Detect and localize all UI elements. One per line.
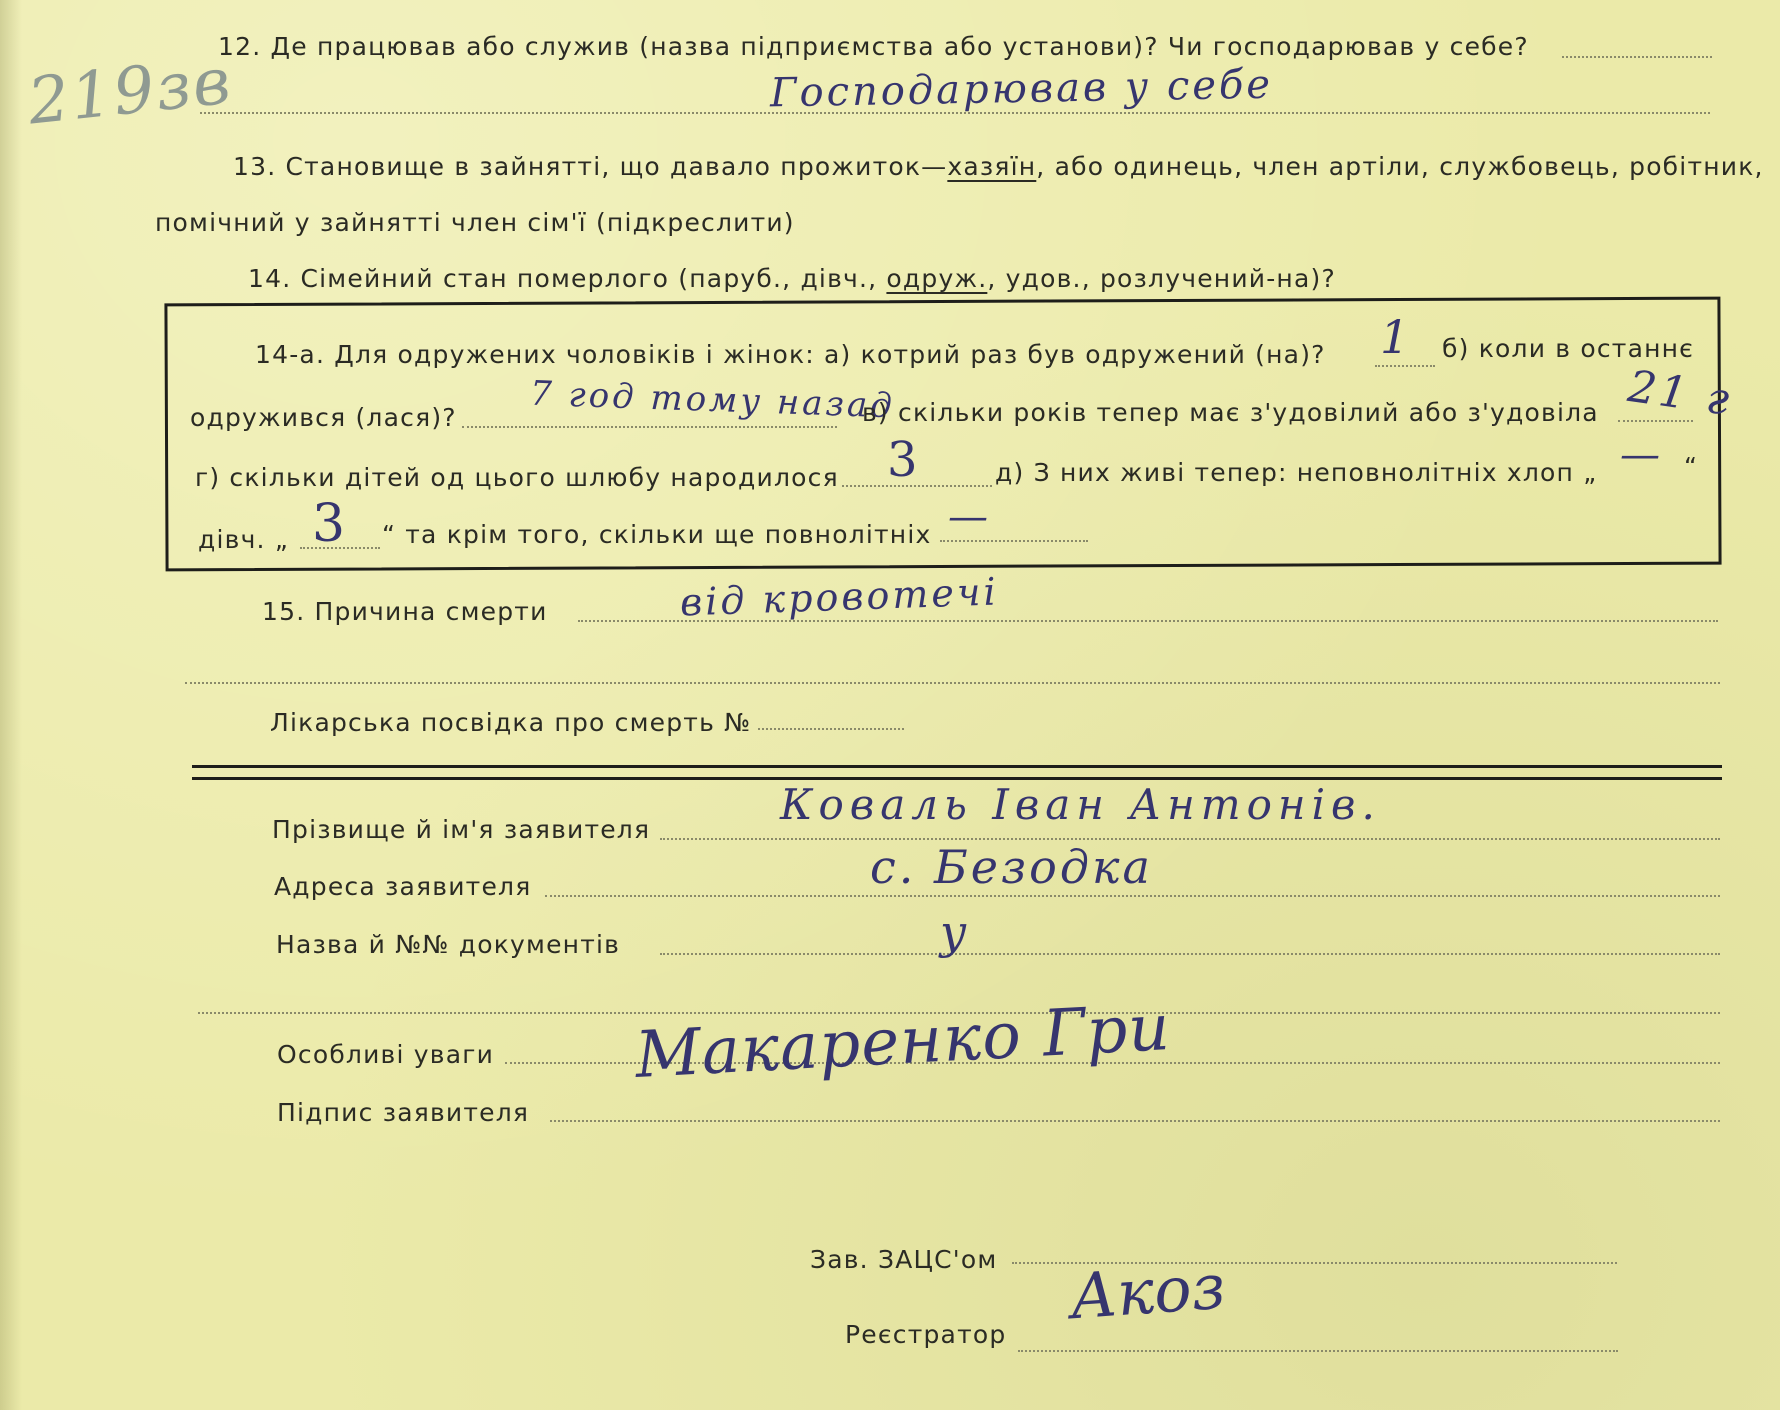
q12-answer: Господарював у себе — [769, 61, 1274, 117]
q14a-answer-g: 3 — [887, 432, 921, 488]
applicant-signature-line — [550, 1120, 1720, 1122]
page-edge-shadow — [0, 0, 22, 1410]
q13-line1 — [233, 152, 1764, 181]
applicant-documents-label: Назва й №№ документів — [276, 930, 621, 959]
q14a-line2-a: одружився (лася)? — [190, 403, 457, 432]
q14a-line3-close: “ — [1684, 452, 1699, 481]
registrar-label: Реєстратор — [845, 1320, 1007, 1349]
section-divider-top — [192, 765, 1722, 768]
q14a-answer-d-girls: 3 — [312, 494, 349, 554]
q14a-line1-b: б) коли в останнє — [1442, 334, 1695, 363]
applicant-documents-line — [660, 953, 1720, 955]
q14a-answer-v: 21 г — [1624, 360, 1736, 427]
registrar-signature: Акоз — [1067, 1249, 1228, 1334]
q12-label: 12. Де працював або служив (назва підприємства або установи)? Чи господарював у себе? — [218, 32, 1529, 61]
q14a-a-dotted-line — [1375, 365, 1435, 367]
q14a-answer-a: 1 — [1380, 310, 1413, 364]
q14a-v-dotted-line — [1618, 420, 1693, 422]
q13-line2: помічний у зайнятті член сім'ї (підкреслити) — [155, 208, 795, 237]
q14a-answer-adult: — — [948, 494, 991, 540]
q14a-line3-b: д) З них живі тепер: неповнолітніх хлоп „ — [995, 458, 1598, 487]
special-notes-label: Особливі уваги — [277, 1040, 495, 1069]
zags-head-label: Зав. ЗАЦС'ом — [810, 1245, 998, 1274]
q14a-line4-b: “ та крім того, скільки ще повнолітніх — [382, 520, 932, 549]
q13-line1-prefix: 13. Становище в зайнятті, що давало прожиток— — [233, 152, 948, 181]
applicant-address-value: с. Безодка — [870, 840, 1153, 894]
applicant-name-line — [660, 838, 1720, 840]
applicant-signature-label: Підпис заявителя — [277, 1098, 530, 1127]
q13-underlined-choice: хазяїн — [947, 152, 1037, 181]
applicant-signature: Макаренко Гри — [633, 991, 1173, 1093]
applicant-name-label: Прізвище й ім'я заявителя — [272, 815, 651, 844]
q15-answer: від кровотечі — [679, 569, 1000, 625]
applicant-documents-value: у — [940, 905, 970, 959]
applicant-address-label: Адреса заявителя — [274, 872, 532, 901]
q14a-b-dotted-line — [462, 426, 837, 428]
q12-dotted-line — [1562, 56, 1712, 58]
applicant-name-value: Коваль Іван Антонів. — [780, 780, 1381, 829]
medical-certificate-label: Лікарська посвідка про смерть № — [270, 708, 752, 737]
applicant-address-line — [545, 895, 1720, 897]
q14a-line1-a: 14-а. Для одружених чоловіків і жінок: а) котрий раз був одружений (на)? — [255, 340, 1326, 369]
q14-prefix: 14. Сімейний стан померлого (паруб., дівч., — [248, 264, 887, 293]
q14a-line2-b: в) скільки років тепер має з'удовілий або з'удовіла — [862, 398, 1599, 427]
q14-line — [248, 264, 1336, 293]
registrar-signature-line — [1018, 1350, 1618, 1352]
q13-line1-suffix: , або одинець, член артіли, службовець, робітник, — [1036, 152, 1764, 181]
q14a-line4-a: дівч. „ — [198, 525, 289, 554]
q15-extra-line — [185, 682, 1720, 684]
q14-suffix: , удов., розлучений-на)? — [987, 264, 1336, 293]
q14a-line3-a: г) скільки дітей од цього шлюбу народилося — [195, 463, 839, 492]
q15-label: 15. Причина смерти — [262, 597, 548, 626]
q14a-answer-b: 7 год тому назад — [529, 373, 896, 427]
q14a-adult-dotted-line — [940, 540, 1088, 542]
pencil-archive-note: 219зв — [24, 44, 236, 140]
q14-underlined-choice: одруж. — [886, 264, 988, 293]
medical-certificate-number-line — [758, 728, 904, 730]
q14a-answer-d-boys: — — [1620, 432, 1663, 478]
